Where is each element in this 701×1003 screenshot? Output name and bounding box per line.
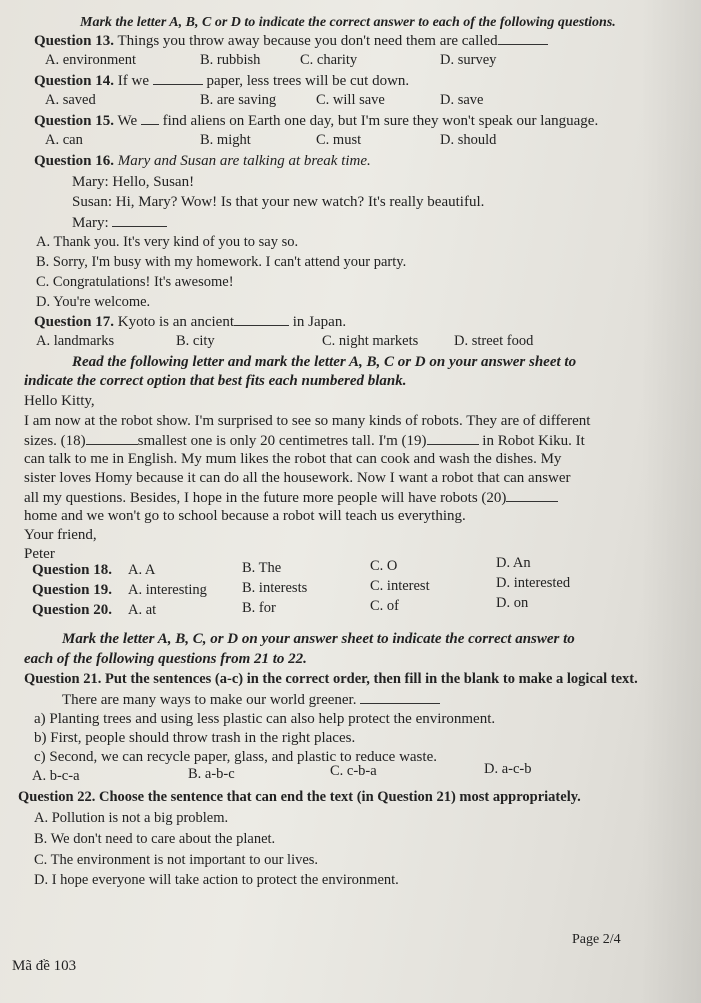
- q18-option-a[interactable]: A. A: [128, 562, 156, 578]
- blank-19: [427, 432, 479, 445]
- q17-option-a[interactable]: A. landmarks: [36, 333, 115, 349]
- letter-signature: Peter: [24, 546, 55, 562]
- q21-sentence-c: c) Second, we can recycle paper, glass, and plastic to reduce waste.: [34, 749, 437, 765]
- question-15: [34, 112, 598, 130]
- question-13-label: Question 13.: [34, 33, 115, 49]
- letter-line-2-end: in Robot Kiku. It: [482, 433, 585, 449]
- q21-sentence-a: a) Planting trees and using less plastic can also help protect the environment.: [34, 711, 496, 727]
- question-14-label: Question 14.: [34, 73, 115, 89]
- q16-dialog-line-2: Susan: Hi, Mary? Wow! Is that your new watch? It's really beautiful.: [72, 194, 485, 210]
- q16-option-c[interactable]: C. Congratulations! It's awesome!: [36, 274, 234, 290]
- letter-line-6: home and we won't go to school because a robot will teach us everything.: [24, 508, 466, 524]
- question-17-blank: [234, 313, 289, 326]
- question-18-label: Question 18.: [32, 562, 113, 578]
- blank-18-label: sizes. (18): [24, 433, 86, 449]
- q15-option-a[interactable]: A. can: [45, 132, 83, 148]
- letter-line-5: [24, 489, 558, 507]
- q13-option-b[interactable]: B. rubbish: [200, 52, 261, 68]
- q14-option-c[interactable]: C. will save: [316, 92, 385, 108]
- q13-option-d[interactable]: D. survey: [440, 52, 497, 68]
- question-16: [34, 153, 371, 170]
- question-22-title: Question 22. Choose the sentence that can end the text (in Question 21) most appropriately.: [18, 789, 581, 805]
- question-14-blank: [153, 72, 203, 85]
- q19-option-b[interactable]: B. interests: [242, 580, 308, 596]
- q18-option-b[interactable]: B. The: [242, 560, 282, 576]
- q21-lead: [62, 691, 440, 709]
- letter-line-3: can talk to me in English. My mum likes the robot that can cook and wash the dishes. My: [24, 451, 562, 467]
- letter-line-1: I am now at the robot show. I'm surprised to see so many kinds of robots. They are of different: [24, 413, 591, 429]
- q21-option-c[interactable]: C. c-b-a: [330, 763, 377, 779]
- q16-option-a[interactable]: A. Thank you. It's very kind of you to say so.: [36, 234, 299, 250]
- question-14-text-after: paper, less trees will be cut down.: [206, 73, 410, 89]
- q15-option-d[interactable]: D. should: [440, 132, 497, 148]
- blank-18: [86, 432, 138, 445]
- q22-option-a[interactable]: A. Pollution is not a big problem.: [34, 810, 229, 826]
- letter-instruction-line-1: Read the following letter and mark the letter A, B, C or D on your answer sheet to: [72, 354, 577, 370]
- question-15-text-after: find aliens on Earth one day, but I'm sure they won't speak our language.: [162, 113, 599, 129]
- q20-option-d[interactable]: D. on: [496, 595, 529, 611]
- q17-option-b[interactable]: B. city: [176, 333, 215, 349]
- q22-option-b[interactable]: B. We don't need to care about the planet.: [34, 831, 276, 847]
- q20-option-c[interactable]: C. of: [370, 598, 399, 614]
- q21-lead-text: There are many ways to make our world greener.: [62, 692, 357, 708]
- question-17-text-after: in Japan.: [292, 314, 347, 330]
- question-16-label: Question 16.: [34, 153, 115, 169]
- q14-option-b[interactable]: B. are saving: [200, 92, 277, 108]
- question-21-title: Question 21. Put the sentences (a-c) in the correct order, then fill in the blank to make a logical text.: [24, 671, 638, 687]
- question-17-label: Question 17.: [34, 314, 115, 330]
- q21-option-b[interactable]: B. a-b-c: [188, 766, 235, 782]
- q17-option-c[interactable]: C. night markets: [322, 333, 419, 349]
- q18-option-d[interactable]: D. An: [496, 555, 531, 571]
- q16-blank: [112, 214, 167, 227]
- question-17: [34, 313, 346, 331]
- header-instruction: Mark the letter A, B, C or D to indicate the correct answer to each of the following questions.: [80, 15, 616, 30]
- q18-option-c[interactable]: C. O: [370, 558, 398, 574]
- q16-dialog-line-1: Mary: Hello, Susan!: [72, 174, 195, 190]
- q15-option-c[interactable]: C. must: [316, 132, 362, 148]
- q16-dialog-line-3: [72, 214, 167, 232]
- letter-line-2-mid: smallest one is only 20 centimetres tall. I'm (19): [137, 433, 427, 449]
- q16-option-d[interactable]: D. You're welcome.: [36, 294, 151, 310]
- q16-dialog-speaker: Mary:: [72, 215, 109, 231]
- q21-blank: [360, 691, 440, 704]
- question-15-blank: [141, 112, 159, 125]
- q19-option-c[interactable]: C. interest: [370, 578, 430, 594]
- q20-option-b[interactable]: B. for: [242, 600, 276, 616]
- blank-20: [506, 489, 558, 502]
- page-number: Page 2/4: [572, 932, 621, 947]
- q17-option-d[interactable]: D. street food: [454, 333, 534, 349]
- letter-line-2: [24, 432, 585, 450]
- q21-option-d[interactable]: D. a-c-b: [484, 761, 532, 777]
- q13-option-a[interactable]: A. environment: [45, 52, 137, 68]
- q15-option-b[interactable]: B. might: [200, 132, 251, 148]
- question-16-text: Mary and Susan are talking at break time.: [117, 153, 371, 169]
- letter-line-5-text: all my questions. Besides, I hope in the future more people will have robots (20): [24, 490, 507, 506]
- question-15-label: Question 15.: [34, 113, 115, 129]
- question-14: [34, 72, 409, 90]
- question-13: [34, 32, 548, 50]
- question-13-blank: [498, 32, 548, 45]
- question-20-label: Question 20.: [32, 602, 113, 618]
- question-14-text-before: If we: [117, 73, 149, 89]
- question-15-text-before: We: [117, 113, 138, 129]
- q14-option-d[interactable]: D. save: [440, 92, 484, 108]
- q20-option-a[interactable]: A. at: [128, 602, 157, 618]
- section-instruction-line-1: Mark the letter A, B, C, or D on your answer sheet to indicate the correct answer to: [62, 631, 575, 647]
- question-17-text-before: Kyoto is an ancient: [117, 314, 234, 330]
- q19-option-d[interactable]: D. interested: [496, 575, 571, 591]
- q21-sentence-b: b) First, people should throw trash in the right places.: [34, 730, 356, 746]
- q13-option-c[interactable]: C. charity: [300, 52, 358, 68]
- q16-option-b[interactable]: B. Sorry, I'm busy with my homework. I can't attend your party.: [36, 254, 407, 270]
- section-instruction-line-2: each of the following questions from 21 to 22.: [24, 651, 307, 667]
- letter-closing: Your friend,: [24, 527, 97, 543]
- q19-option-a[interactable]: A. interesting: [128, 582, 207, 598]
- letter-greeting: Hello Kitty,: [24, 393, 95, 409]
- question-13-text: Things you throw away because you don't need them are called: [117, 33, 498, 49]
- q22-option-c[interactable]: C. The environment is not important to our lives.: [34, 852, 319, 868]
- letter-line-4: sister loves Homy because it can do all the housework. Now I want a robot that can answer: [24, 470, 571, 486]
- q14-option-a[interactable]: A. saved: [45, 92, 96, 108]
- question-19-label: Question 19.: [32, 582, 113, 598]
- page-fold-shadow: [641, 0, 701, 1003]
- exam-code: Mã đề 103: [12, 958, 77, 974]
- q21-option-a[interactable]: A. b-c-a: [32, 768, 80, 784]
- letter-instruction-line-2: indicate the correct option that best fits each numbered blank.: [24, 373, 407, 389]
- q22-option-d[interactable]: D. I hope everyone will take action to protect the environment.: [34, 872, 399, 888]
